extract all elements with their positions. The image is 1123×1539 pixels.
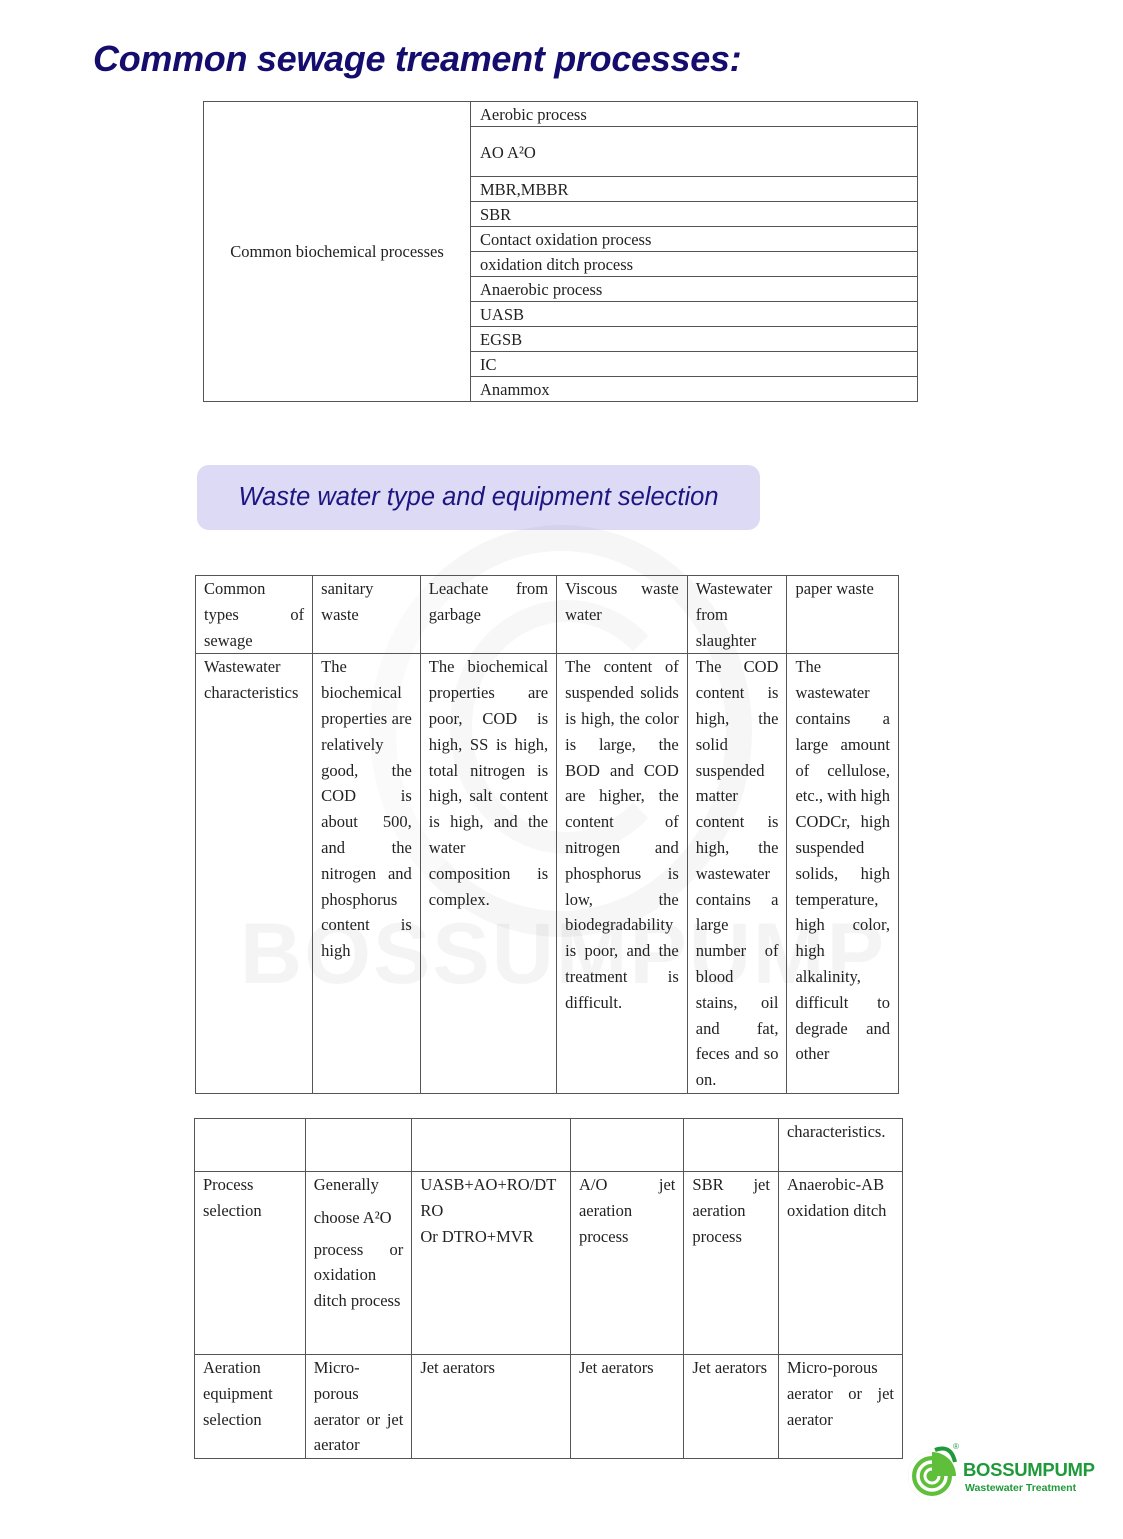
table-cell: [684, 1119, 779, 1172]
header-cell: paper waste: [787, 576, 899, 654]
cell-text: Generally: [313, 1175, 379, 1194]
process-item: SBR: [471, 202, 918, 227]
process-selection-table: [194, 1118, 903, 1459]
process-item: Anaerobic process: [471, 277, 918, 302]
process-item: UASB: [471, 302, 918, 327]
cell-text: Or DTRO+MVR: [420, 1226, 534, 1246]
table-cell: Anaerobic-AB oxidation ditch: [778, 1172, 902, 1355]
brand-logo: [905, 1442, 1105, 1504]
biochemical-processes-table: [203, 101, 918, 402]
table-cell: The wastewater contains a large amount of cellulose, etc., with high CODCr, high suspended solids, high temperature, high color, high alkalinity, difficult to degrade and other: [787, 654, 899, 1094]
table-cell: The biochemical properties are relatively good, the COD is about 500, and the nitrogen and phosphorus content is high: [313, 654, 421, 1094]
table-cell: SBR jet aeration process: [684, 1172, 779, 1355]
table-cell: [305, 1172, 412, 1355]
cell-text: choose A²O: [313, 1207, 392, 1227]
row-label: Process selection: [195, 1172, 306, 1355]
table-cell: characteristics.: [778, 1119, 902, 1172]
registered-mark: ®: [953, 1442, 959, 1451]
header-cell: Leachate from garbage: [420, 576, 556, 654]
process-item: IC: [471, 352, 918, 377]
category-cell: Common biochemical processes: [204, 102, 471, 402]
table-cell: The biochemical properties are poor, COD is high, SS is high, total nitrogen is high, salt content is high, and the water composition is complex.: [420, 654, 556, 1094]
table-cell: A/O jet aeration process: [570, 1172, 683, 1355]
aeration-row: [195, 1355, 903, 1459]
process-item: Contact oxidation process: [471, 227, 918, 252]
process-item: EGSB: [471, 327, 918, 352]
table-cell: Jet aerators: [570, 1355, 683, 1459]
wastewater-types-table: [195, 575, 899, 1094]
table-cell: The content of suspended solids is high, the color is large, the BOD and COD are higher, the content of nitrogen and phosphorus is low, the biodegradability is poor, and the treatment is difficult.: [557, 654, 688, 1094]
cell-text: process or oxidation ditch process: [313, 1239, 404, 1311]
header-cell: Common types of sewage: [196, 576, 313, 654]
table-cell: Micro-porous aerator or jet aerator: [778, 1355, 902, 1459]
table-cell: The COD content is high, the solid suspended matter content is high, the wastewater contains a large number of blood stains, oil and fat, feces and so on.: [687, 654, 787, 1094]
table-cell: [412, 1119, 571, 1172]
process-item: AO A²O: [471, 127, 918, 177]
table-cell: [412, 1172, 571, 1355]
process-selection-row: [195, 1172, 903, 1355]
table-cell: Jet aerators: [412, 1355, 571, 1459]
process-item: MBR,MBBR: [471, 177, 918, 202]
process-item: oxidation ditch process: [471, 252, 918, 277]
table-cell: Jet aerators: [684, 1355, 779, 1459]
header-cell: Wastewater from slaughter: [687, 576, 787, 654]
header-row: [196, 576, 899, 654]
table-cell: [570, 1119, 683, 1172]
row-label: Wastewater characteristics: [196, 654, 313, 1094]
continuation-row: [195, 1119, 903, 1172]
section-heading: Waste water type and equipment selection: [197, 465, 760, 530]
logo-name: BOSSUMPUMP: [963, 1459, 1095, 1480]
table-cell: [305, 1119, 412, 1172]
process-item: Anammox: [471, 377, 918, 402]
process-item: Aerobic process: [471, 102, 918, 127]
header-cell: sanitary waste: [313, 576, 421, 654]
logo-tagline: Wastewater Treatment: [965, 1482, 1077, 1494]
row-label: Aeration equipment selection: [195, 1355, 306, 1459]
table-row: [204, 102, 918, 127]
header-cell: Viscous waste water: [557, 576, 688, 654]
table-cell: [195, 1119, 306, 1172]
cell-text: UASB+AO+RO/DTRO: [420, 1175, 557, 1220]
bossumpump-swirl-icon: [905, 1442, 963, 1504]
table-cell: Micro-porous aerator or jet aerator: [305, 1355, 412, 1459]
page-title: Common sewage treament processes:: [93, 38, 742, 79]
characteristics-row: [196, 654, 899, 1094]
